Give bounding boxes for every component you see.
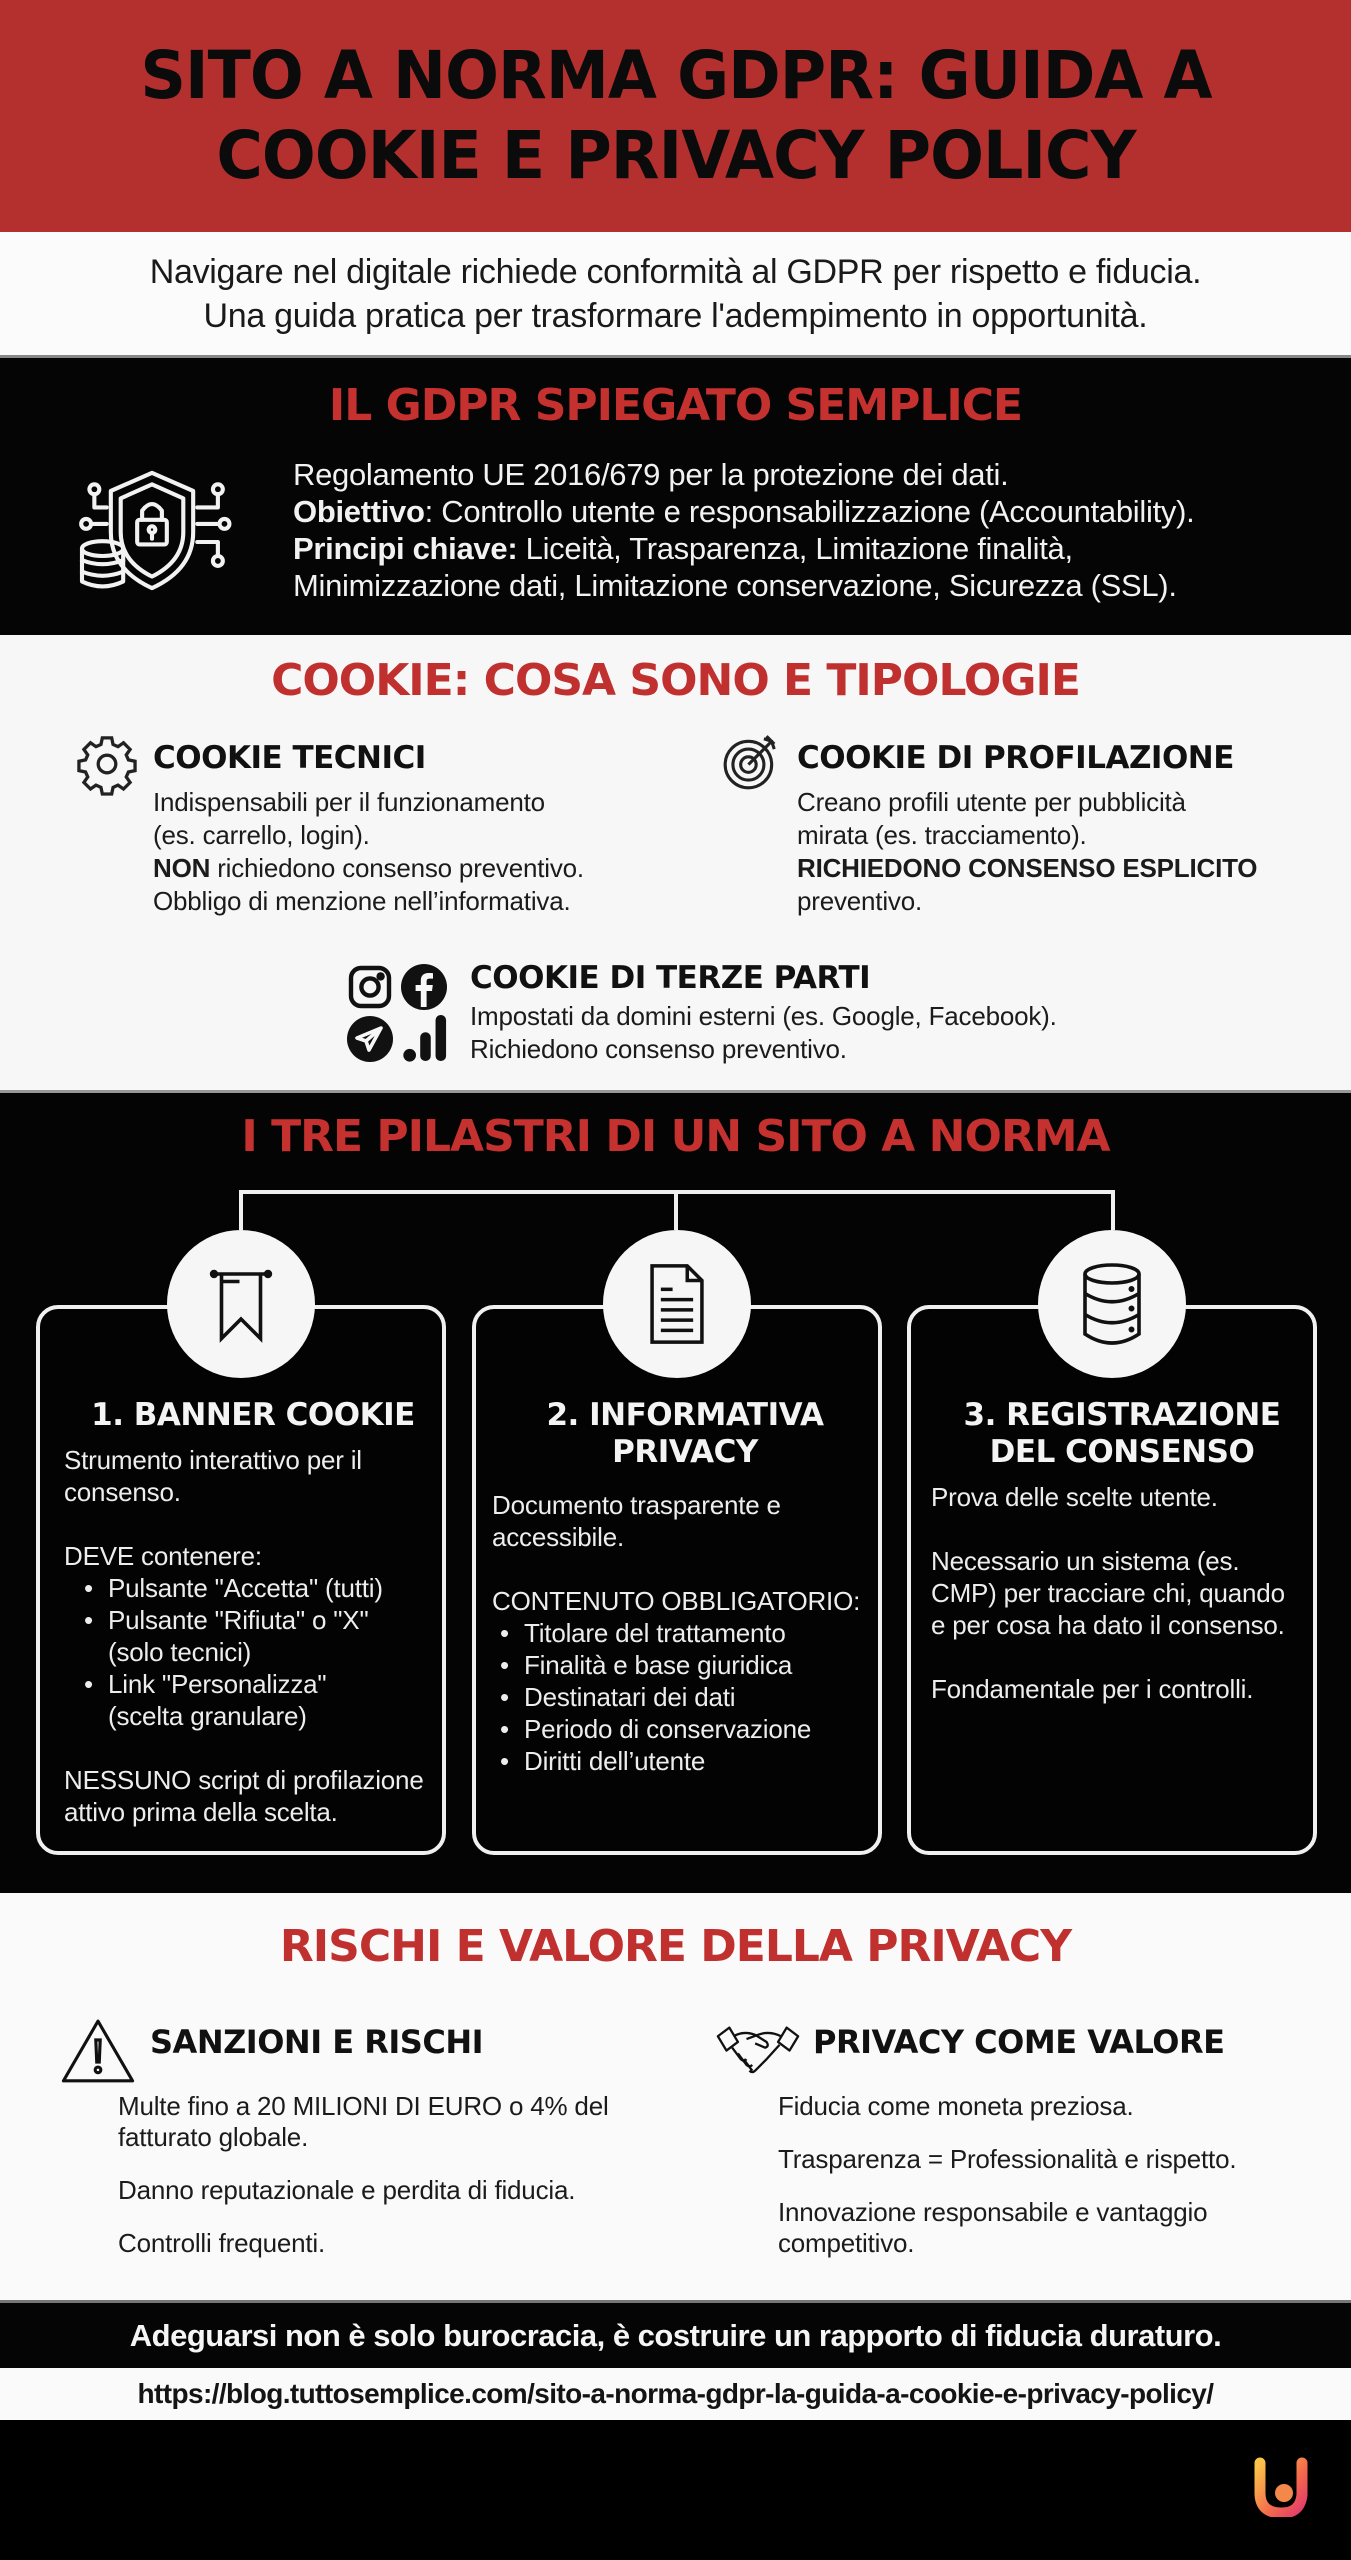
cookie-profilazione-line2: mirata (es. tracciamento). xyxy=(797,820,1087,850)
database-icon xyxy=(1072,1259,1152,1349)
pillar-card-registrazione-consenso xyxy=(907,1305,1317,1855)
connector-left xyxy=(239,1190,243,1230)
pillar-2-item: • Periodo di conservazione xyxy=(500,1713,878,1745)
pillar-1-icon-circle xyxy=(167,1230,315,1378)
gdpr-principi xyxy=(293,530,1194,567)
pillar-2-intro: Documento trasparente e accessibile. xyxy=(492,1490,781,1552)
pillar-2-list xyxy=(500,1617,878,1777)
gdpr-obiettivo xyxy=(293,493,1194,530)
pillar-1-item: • Pulsante "Accetta" (tutti) xyxy=(84,1572,442,1604)
cookie-terze-parti-title: COOKIE DI TERZE PARTI xyxy=(470,960,871,996)
intro-line-2: Una guida pratica per trasformare l'adempimento in opportunità. xyxy=(203,296,1148,335)
pillar-2-item: • Destinatari dei dati xyxy=(500,1681,878,1713)
page-title xyxy=(140,36,1211,196)
pillar-3-title-1: 3. REGISTRAZIONE xyxy=(963,1397,1281,1433)
risks-section xyxy=(0,1893,1351,2300)
risks-section-title: RISCHI E VALORE DELLA PRIVACY xyxy=(279,1921,1072,1972)
pillar-1-outro: NESSUNO script di profilazione attivo prima della scelta. xyxy=(64,1765,424,1827)
pillar-1-list-label: DEVE contenere: xyxy=(64,1541,262,1571)
cookie-profilazione-line4: preventivo. xyxy=(797,886,922,916)
banner-icon xyxy=(196,1259,286,1349)
valore-item: Trasparenza = Professionalità e rispetto. xyxy=(778,2144,1237,2174)
footer xyxy=(0,2420,1351,2560)
sanzioni-list xyxy=(118,2091,658,2281)
pillar-card-informativa-privacy xyxy=(472,1305,882,1855)
document-icon xyxy=(637,1260,717,1348)
cookies-section-title: COOKIE: COSA SONO E TIPOLOGIE xyxy=(271,655,1080,706)
closing-quote-bar xyxy=(0,2300,1351,2368)
valore-title: PRIVACY COME VALORE xyxy=(813,2023,1225,2061)
source-url-link[interactable]: https://blog.tuttosemplice.com/sito-a-norma-gdpr-la-guida-a-cookie-e-privacy-policy/ xyxy=(137,2378,1214,2409)
instagram-icon xyxy=(346,963,394,1011)
cookie-profilazione-title: COOKIE DI PROFILAZIONE xyxy=(797,740,1234,776)
cookie-tecnici-title: COOKIE TECNICI xyxy=(153,740,426,776)
obiettivo-text: : Controllo utente e responsabilizzazione (Accountability). xyxy=(424,494,1195,529)
pillar-1-list xyxy=(84,1572,442,1732)
header-banner xyxy=(0,0,1351,232)
intro-section xyxy=(0,232,1351,358)
valore-item: Fiducia come moneta preziosa. xyxy=(778,2091,1134,2121)
telegram-icon xyxy=(346,1015,394,1063)
facebook-icon xyxy=(400,963,448,1011)
pillar-2-item: • Titolare del trattamento xyxy=(500,1617,878,1649)
gear-icon xyxy=(74,731,140,797)
closing-quote: Adeguarsi non è solo burocracia, è costruire un rapporto di fiducia duraturo. xyxy=(129,2317,1222,2353)
intro-line-1: Navigare nel digitale richiede conformità al GDPR per rispetto e fiducia. xyxy=(149,252,1202,291)
cookie-profilazione-block xyxy=(797,740,1257,918)
pillar-2-item: • Diritti dell’utente xyxy=(500,1745,878,1777)
title-line-2: COOKIE E PRIVACY POLICY xyxy=(215,117,1136,194)
cookie-tecnici-line1: Indispensabili per il funzionamento xyxy=(153,787,545,817)
line3-rest: richiedono consenso preventivo. xyxy=(210,853,584,883)
cookies-section xyxy=(0,635,1351,1093)
sanzioni-item: Multe fino a 20 MILIONI DI EURO o 4% del fatturato globale. xyxy=(118,2091,609,2152)
connector-center xyxy=(674,1190,678,1230)
pillar-1-item: • Pulsante "Rifiuta" o "X" (solo tecnici) xyxy=(84,1604,384,1668)
shield-lock-database-icon xyxy=(62,458,242,598)
pillar-1-intro: Strumento interattivo per il consenso. xyxy=(64,1445,362,1507)
cookie-terze-parti-line1: Impostati da domini esterni (es. Google, Facebook). xyxy=(470,1001,1057,1031)
obiettivo-label: Obiettivo xyxy=(293,494,425,529)
cookie-tecnici-line4: Obbligo di menzione nell’informativa. xyxy=(153,886,571,916)
cookie-profilazione-line3 xyxy=(797,852,1257,885)
handshake-icon xyxy=(715,2021,801,2083)
principi-label: Principi chiave: xyxy=(293,531,518,566)
pillar-2-icon-circle xyxy=(603,1230,751,1378)
cookie-profilazione-line1: Creano profili utente per pubblicità xyxy=(797,787,1186,817)
valore-list xyxy=(778,2091,1318,2281)
non-bold: NON xyxy=(153,853,211,883)
gdpr-body xyxy=(293,456,1194,604)
source-url-bar xyxy=(0,2368,1351,2420)
pillar-2-item: • Finalità e base giuridica xyxy=(500,1649,878,1681)
pillar-1-title: 1. BANNER COOKIE xyxy=(91,1397,415,1433)
pillar-3-intro: Prova delle scelte utente. xyxy=(931,1482,1218,1512)
pillar-3-para2: Necessario un sistema (es. CMP) per tracciare chi, quando e per cosa ha dato il consenso. xyxy=(931,1546,1285,1640)
sanzioni-item: Controlli frequenti. xyxy=(118,2228,325,2258)
richiedono-bold: RICHIEDONO CONSENSO ESPLICITO xyxy=(797,853,1258,883)
valore-block xyxy=(813,2023,1225,2061)
cookie-tecnici-block xyxy=(153,740,584,918)
sanzioni-item: Danno reputazionale e perdita di fiducia. xyxy=(118,2175,576,2205)
cookie-terze-parti-block xyxy=(470,960,1057,1066)
cookie-tecnici-line3 xyxy=(153,852,584,885)
principi-text-1: Liceità, Trasparenza, Limitazione finalità, xyxy=(517,531,1073,566)
sanzioni-title: SANZIONI E RISCHI xyxy=(150,2023,483,2061)
cookie-terze-parti-line2: Richiedono consenso preventivo. xyxy=(470,1034,847,1064)
valore-item: Innovazione responsabile e vantaggio competitivo. xyxy=(778,2197,1208,2258)
brand-logo-icon xyxy=(1250,2455,1310,2517)
gdpr-principi-2: Minimizzazione dati, Limitazione conservazione, Sicurezza (SSL). xyxy=(293,568,1177,603)
warning-icon xyxy=(60,2018,136,2084)
gdpr-section-title: IL GDPR SPIEGATO SEMPLICE xyxy=(328,380,1023,431)
pillar-3-outro: Fondamentale per i controlli. xyxy=(931,1674,1254,1704)
title-line-1: SITO A NORMA GDPR: GUIDA A xyxy=(139,37,1212,114)
pillar-3-icon-circle xyxy=(1038,1230,1186,1378)
pillar-2-title-2: PRIVACY xyxy=(612,1434,758,1470)
pillars-section-title: I TRE PILASTRI DI UN SITO A NORMA xyxy=(241,1111,1110,1162)
pillar-3-title-2: DEL CONSENSO xyxy=(989,1434,1255,1470)
target-icon xyxy=(720,731,782,793)
pillar-card-banner-cookie xyxy=(36,1305,446,1855)
gdpr-line-1: Regolamento UE 2016/679 per la protezione dei dati. xyxy=(293,457,1009,492)
connector-right xyxy=(1111,1190,1115,1230)
pillar-2-title-1: 2. INFORMATIVA xyxy=(546,1397,824,1433)
sanzioni-block xyxy=(150,2023,483,2061)
cookie-tecnici-line2: (es. carrello, login). xyxy=(153,820,370,850)
analytics-icon xyxy=(402,1013,448,1063)
pillar-2-list-label: CONTENUTO OBBLIGATORIO: xyxy=(492,1586,861,1616)
pillar-1-item: • Link "Personalizza" (scelta granulare) xyxy=(84,1668,384,1732)
